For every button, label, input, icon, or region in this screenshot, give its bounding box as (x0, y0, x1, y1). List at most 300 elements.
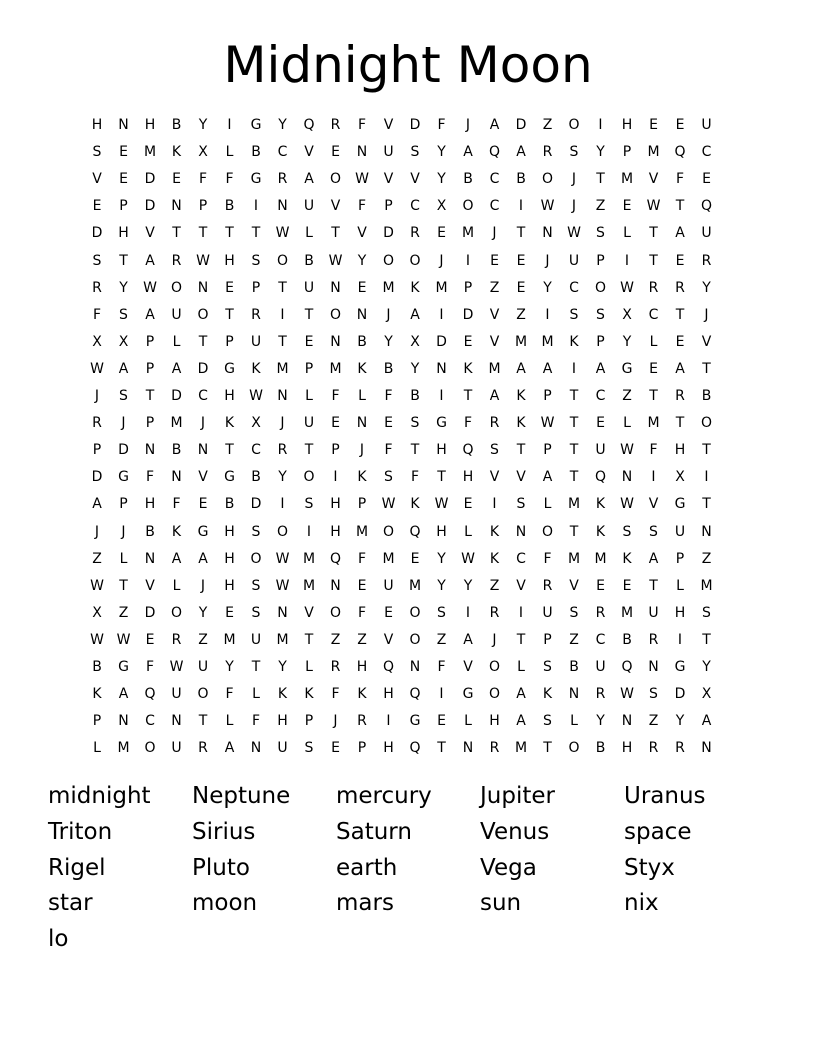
grid-letter: D (409, 117, 421, 133)
grid-letter: M (461, 225, 475, 242)
grid-letter: U (595, 659, 606, 675)
grid-letter: E (675, 117, 685, 133)
grid-row (84, 491, 744, 518)
grid-letter: W (620, 496, 634, 513)
grid-letter: C (648, 306, 659, 323)
grid-letter: T (649, 225, 658, 242)
grid-letter: E (622, 577, 632, 594)
grid-letter: N (621, 713, 633, 730)
grid-letter: B (145, 523, 155, 540)
grid-letter: M (514, 333, 528, 350)
grid-letter: H (118, 225, 129, 242)
grid-letter: S (251, 252, 261, 269)
grid-letter: U (171, 306, 182, 323)
grid-letter: U (250, 631, 262, 648)
grid-letter: Q (303, 117, 315, 133)
grid-letter: S (251, 523, 261, 540)
grid-letter: S (410, 415, 420, 432)
grid-letter: E (357, 577, 367, 594)
grid-letter: R (542, 577, 553, 594)
grid-letter: Q (700, 198, 713, 215)
grid-letter: T (702, 442, 711, 459)
grid-letter: E (92, 198, 102, 215)
grid-letter: E (331, 740, 340, 757)
grid-letter: I (518, 604, 524, 621)
grid-letter: V (357, 225, 367, 242)
grid-letter: X (251, 415, 261, 432)
grid-letter: I (253, 198, 259, 215)
grid-row (84, 627, 744, 654)
grid-letter: D (91, 469, 103, 486)
grid-letter: E (145, 631, 155, 648)
grid-letter: A (675, 225, 685, 242)
grid-letter: O (594, 279, 607, 296)
grid-letter: M (567, 550, 581, 567)
grid-letter: J (492, 631, 497, 648)
grid-letter: Q (409, 523, 421, 540)
grid-letter: S (92, 252, 102, 269)
grid-letter: W (540, 415, 555, 432)
word-list-item: Saturn (336, 818, 412, 845)
grid-letter: L (305, 225, 313, 242)
grid-letter: A (118, 360, 129, 377)
grid-letter: N (568, 686, 580, 703)
grid-letter: P (145, 360, 155, 377)
grid-letter: K (277, 686, 288, 703)
grid-letter: O (462, 198, 474, 215)
grid-letter: V (489, 306, 500, 323)
grid-letter: H (277, 713, 288, 730)
grid-letter: O (329, 306, 342, 323)
grid-letter: S (596, 225, 605, 242)
grid-letter: E (437, 225, 446, 242)
word-list-item: nix (624, 890, 659, 917)
grid-letter: W (461, 550, 475, 567)
grid-letter: H (436, 523, 447, 540)
grid-letter: N (144, 550, 156, 567)
grid-letter: G (118, 469, 129, 486)
grid-letter: A (675, 360, 685, 377)
grid-letter: F (437, 117, 446, 133)
grid-letter: H (383, 686, 394, 703)
grid-letter: S (251, 604, 261, 621)
grid-letter: Y (278, 117, 287, 133)
grid-letter: B (516, 171, 526, 188)
grid-letter: F (463, 415, 473, 432)
grid-letter: N (118, 713, 129, 730)
grid-letter: A (304, 171, 314, 188)
grid-letter: M (302, 577, 316, 594)
grid-letter: G (224, 469, 235, 486)
word-list-item: mars (336, 890, 394, 917)
grid-letter: H (144, 496, 156, 513)
grid-letter: L (623, 415, 631, 432)
grid-letter: O (197, 306, 209, 323)
grid-letter: T (569, 469, 579, 486)
grid-letter: Y (225, 659, 234, 675)
grid-row (84, 464, 744, 491)
grid-letter: K (489, 523, 500, 540)
grid-letter: Q (409, 740, 421, 757)
grid-letter: T (304, 631, 314, 648)
grid-letter: R (648, 631, 659, 648)
grid-letter: O (170, 279, 183, 296)
word-list-item: Triton (48, 818, 113, 845)
grid-letter: C (145, 713, 155, 730)
grid-letter: Q (621, 659, 633, 675)
grid-letter: Z (436, 631, 447, 648)
grid-letter: D (383, 225, 394, 242)
grid-letter: Y (622, 333, 632, 350)
grid-letter: J (571, 198, 577, 215)
grid-letter: A (516, 360, 526, 377)
grid-letter: O (541, 171, 554, 188)
grid-letter: X (410, 333, 420, 350)
grid-letter: Y (357, 252, 367, 269)
grid-letter: J (333, 713, 338, 730)
grid-letter: P (119, 496, 128, 513)
grid-letter: M (567, 496, 581, 513)
grid-letter: W (620, 442, 634, 459)
grid-letter: X (675, 469, 685, 486)
grid-letter: V (383, 171, 394, 188)
grid-letter: N (330, 279, 341, 296)
grid-letter: P (119, 198, 128, 215)
grid-letter: R (648, 740, 659, 757)
grid-letter: I (439, 306, 444, 323)
grid-letter: E (384, 415, 393, 432)
grid-letter: E (384, 604, 393, 621)
grid-letter: C (198, 388, 208, 404)
grid-letter: L (305, 388, 313, 404)
grid-letter: S (543, 659, 552, 675)
grid-letter: O (250, 550, 262, 567)
grid-letter: M (329, 360, 342, 377)
grid-letter: Y (198, 117, 208, 133)
grid-letter: J (200, 415, 206, 432)
grid-letter: K (622, 550, 632, 567)
grid-letter: R (357, 713, 367, 730)
grid-letter: O (276, 252, 289, 269)
grid-letter: H (436, 442, 447, 459)
grid-letter: E (596, 415, 605, 432)
grid-letter: N (356, 144, 368, 161)
grid-letter: R (489, 740, 500, 757)
grid-letter: I (465, 252, 471, 269)
grid-letter: H (330, 523, 341, 540)
word-list-item: space (624, 818, 692, 845)
grid-letter: N (171, 713, 182, 730)
grid-letter: Q (329, 550, 342, 567)
grid-row (84, 681, 744, 708)
grid-letter: M (117, 740, 130, 757)
grid-letter: S (437, 604, 446, 621)
grid-letter: Z (357, 631, 367, 648)
grid-letter: M (647, 415, 660, 432)
grid-letter: S (569, 604, 579, 621)
grid-letter: K (357, 469, 367, 486)
grid-letter: X (118, 333, 129, 350)
grid-letter: N (277, 198, 288, 215)
grid-letter: G (621, 360, 633, 377)
grid-letter: F (198, 171, 208, 188)
grid-letter: Y (437, 550, 446, 567)
grid-letter: Y (437, 577, 446, 594)
grid-letter: Q (674, 144, 686, 161)
grid-row (84, 654, 744, 681)
grid-letter: Z (330, 631, 341, 648)
grid-letter: R (251, 306, 261, 323)
grid-letter: B (171, 442, 182, 459)
grid-letter: W (196, 252, 210, 269)
grid-letter: P (543, 388, 552, 404)
grid-letter: B (701, 388, 712, 404)
word-list-item: sun (480, 890, 522, 917)
grid-letter: P (357, 496, 367, 513)
grid-letter: S (516, 496, 526, 513)
grid-letter: E (596, 577, 605, 594)
grid-letter: J (704, 306, 709, 323)
grid-letter: J (94, 388, 100, 404)
grid-letter: V (383, 117, 394, 133)
grid-letter: E (622, 198, 632, 215)
grid-letter: V (516, 469, 526, 486)
grid-letter: V (92, 171, 102, 188)
grid-letter: D (144, 604, 156, 621)
grid-letter: M (382, 279, 395, 296)
grid-letter: M (408, 577, 422, 594)
grid-letter: T (543, 740, 552, 757)
grid-letter: N (197, 442, 209, 459)
grid-letter: C (277, 144, 288, 161)
grid-letter: K (595, 523, 606, 540)
grid-letter: L (252, 686, 260, 703)
grid-letter: V (489, 469, 500, 486)
grid-letter: C (569, 279, 579, 296)
grid-letter: U (303, 198, 315, 215)
grid-letter: H (144, 117, 156, 133)
grid-letter: Z (198, 631, 208, 648)
grid-letter: Z (516, 306, 526, 323)
grid-letter: Y (463, 577, 473, 594)
grid-letter: L (676, 577, 684, 594)
grid-letter: D (462, 306, 474, 323)
grid-letter: R (198, 740, 208, 757)
grid-letter: T (675, 198, 685, 215)
grid-letter: O (382, 523, 395, 540)
grid-letter: A (118, 686, 129, 703)
grid-letter: F (410, 469, 420, 486)
grid-letter: Z (92, 550, 102, 567)
grid-letter: S (119, 388, 128, 404)
grid-letter: T (649, 388, 658, 404)
grid-letter: R (675, 388, 685, 404)
word-list-item: Styx (624, 854, 675, 881)
grid-letter: S (596, 306, 605, 323)
grid-letter: I (439, 686, 444, 703)
grid-letter: R (675, 279, 685, 296)
grid-letter: H (330, 496, 341, 513)
grid-letter: S (702, 604, 711, 621)
grid-letter: W (381, 496, 396, 513)
grid-letter: E (516, 279, 526, 296)
grid-letter: W (90, 631, 104, 648)
grid-letter: U (595, 442, 606, 459)
grid-letter: N (330, 577, 341, 594)
grid-letter: P (384, 198, 393, 215)
grid-letter: M (620, 604, 634, 621)
grid-row (84, 708, 744, 735)
grid-letter: G (409, 713, 421, 730)
grid-letter: A (463, 144, 473, 161)
grid-letter: C (251, 442, 261, 459)
grid-letter: P (145, 415, 155, 432)
grid-letter: P (145, 333, 155, 350)
grid-letter: U (701, 117, 712, 133)
grid-letter: A (489, 117, 500, 133)
grid-letter: H (91, 117, 103, 133)
grid-letter: W (620, 279, 634, 296)
grid-letter: P (596, 252, 605, 269)
grid-letter: T (278, 333, 287, 350)
grid-letter: E (410, 550, 420, 567)
grid-letter: X (701, 686, 712, 703)
grid-letter: A (145, 252, 155, 269)
grid-letter: F (384, 442, 393, 459)
grid-letter: Y (702, 659, 711, 675)
grid-letter: N (330, 333, 341, 350)
grid-letter: Y (437, 144, 446, 161)
grid-letter: I (280, 496, 285, 513)
grid-letter: V (330, 198, 341, 215)
grid-letter: A (198, 550, 208, 567)
grid-letter: T (172, 225, 181, 242)
grid-letter: T (198, 713, 208, 730)
grid-letter: T (225, 442, 234, 459)
grid-row (84, 383, 744, 410)
grid-letter: D (144, 171, 156, 188)
grid-letter: O (329, 604, 342, 621)
grid-letter: N (171, 198, 182, 215)
grid-letter: K (304, 686, 314, 703)
grid-letter: F (251, 713, 261, 730)
grid-letter: F (357, 198, 367, 215)
grid-letter: A (516, 686, 526, 703)
grid-letter: R (171, 252, 182, 269)
grid-letter: L (517, 659, 525, 675)
word-list-item: Venus (480, 818, 550, 845)
grid-letter: N (144, 442, 156, 459)
grid-letter: O (170, 604, 183, 621)
grid-letter: N (648, 659, 659, 675)
grid-letter: J (386, 306, 391, 323)
grid-letter: A (701, 713, 712, 730)
grid-letter: U (250, 333, 262, 350)
grid-letter: F (384, 388, 393, 404)
grid-row (84, 519, 744, 546)
grid-letter: N (409, 659, 421, 675)
grid-letter: L (172, 577, 181, 594)
grid-letter: L (358, 388, 366, 404)
grid-letter: S (92, 144, 102, 161)
grid-letter: X (198, 144, 208, 161)
grid-letter: J (465, 117, 471, 133)
grid-letter: R (410, 225, 420, 242)
grid-letter: W (540, 198, 555, 215)
grid-letter: Y (543, 279, 552, 296)
grid-letter: H (224, 523, 235, 540)
grid-letter: M (435, 279, 448, 296)
grid-letter: W (249, 388, 263, 404)
grid-letter: A (224, 740, 235, 757)
grid-letter: K (516, 388, 526, 404)
grid-letter: M (170, 415, 183, 432)
grid-letter: M (223, 631, 236, 648)
grid-letter: F (357, 604, 367, 621)
grid-letter: K (542, 686, 553, 703)
grid-letter: F (543, 550, 552, 567)
grid-letter: H (674, 604, 686, 621)
grid-letter: Z (489, 279, 500, 296)
grid-letter: W (275, 550, 290, 567)
grid-letter: K (92, 686, 102, 703)
grid-letter: P (622, 144, 632, 161)
grid-letter: F (225, 686, 234, 703)
grid-row (84, 437, 744, 464)
grid-letter: D (674, 686, 686, 703)
grid-letter: Y (410, 360, 420, 377)
grid-letter: P (331, 442, 340, 459)
grid-letter: Q (382, 659, 395, 675)
grid-letter: W (328, 252, 343, 269)
grid-letter: V (304, 144, 314, 161)
grid-letter: H (224, 252, 235, 269)
grid-letter: L (464, 523, 472, 540)
grid-letter: F (649, 442, 658, 459)
grid-letter: L (543, 496, 552, 513)
grid-letter: Y (278, 469, 287, 486)
grid-letter: C (489, 171, 500, 188)
grid-letter: A (489, 388, 500, 404)
grid-letter: T (569, 523, 579, 540)
grid-letter: B (304, 252, 314, 269)
grid-letter: R (542, 144, 553, 161)
grid-letter: O (303, 469, 315, 486)
grid-letter: T (649, 252, 658, 269)
grid-letter: G (250, 171, 262, 188)
grid-letter: I (704, 469, 709, 486)
grid-letter: V (516, 577, 526, 594)
grid-letter: W (275, 225, 290, 242)
grid-letter: O (568, 117, 580, 133)
grid-letter: E (649, 360, 658, 377)
grid-letter: E (119, 171, 128, 188)
grid-letter: Y (278, 659, 287, 675)
grid-letter: W (646, 198, 661, 215)
grid-letter: M (647, 144, 660, 161)
grid-letter: N (197, 279, 209, 296)
grid-row (84, 600, 744, 627)
grid-letter: M (276, 360, 289, 377)
grid-letter: A (171, 360, 182, 377)
grid-letter: M (594, 550, 607, 567)
word-list-item: Jupiter (480, 783, 555, 809)
grid-letter: S (119, 306, 128, 323)
grid-letter: H (489, 713, 500, 730)
grid-letter: E (463, 333, 473, 350)
grid-letter: N (277, 388, 288, 404)
grid-letter: P (198, 198, 208, 215)
